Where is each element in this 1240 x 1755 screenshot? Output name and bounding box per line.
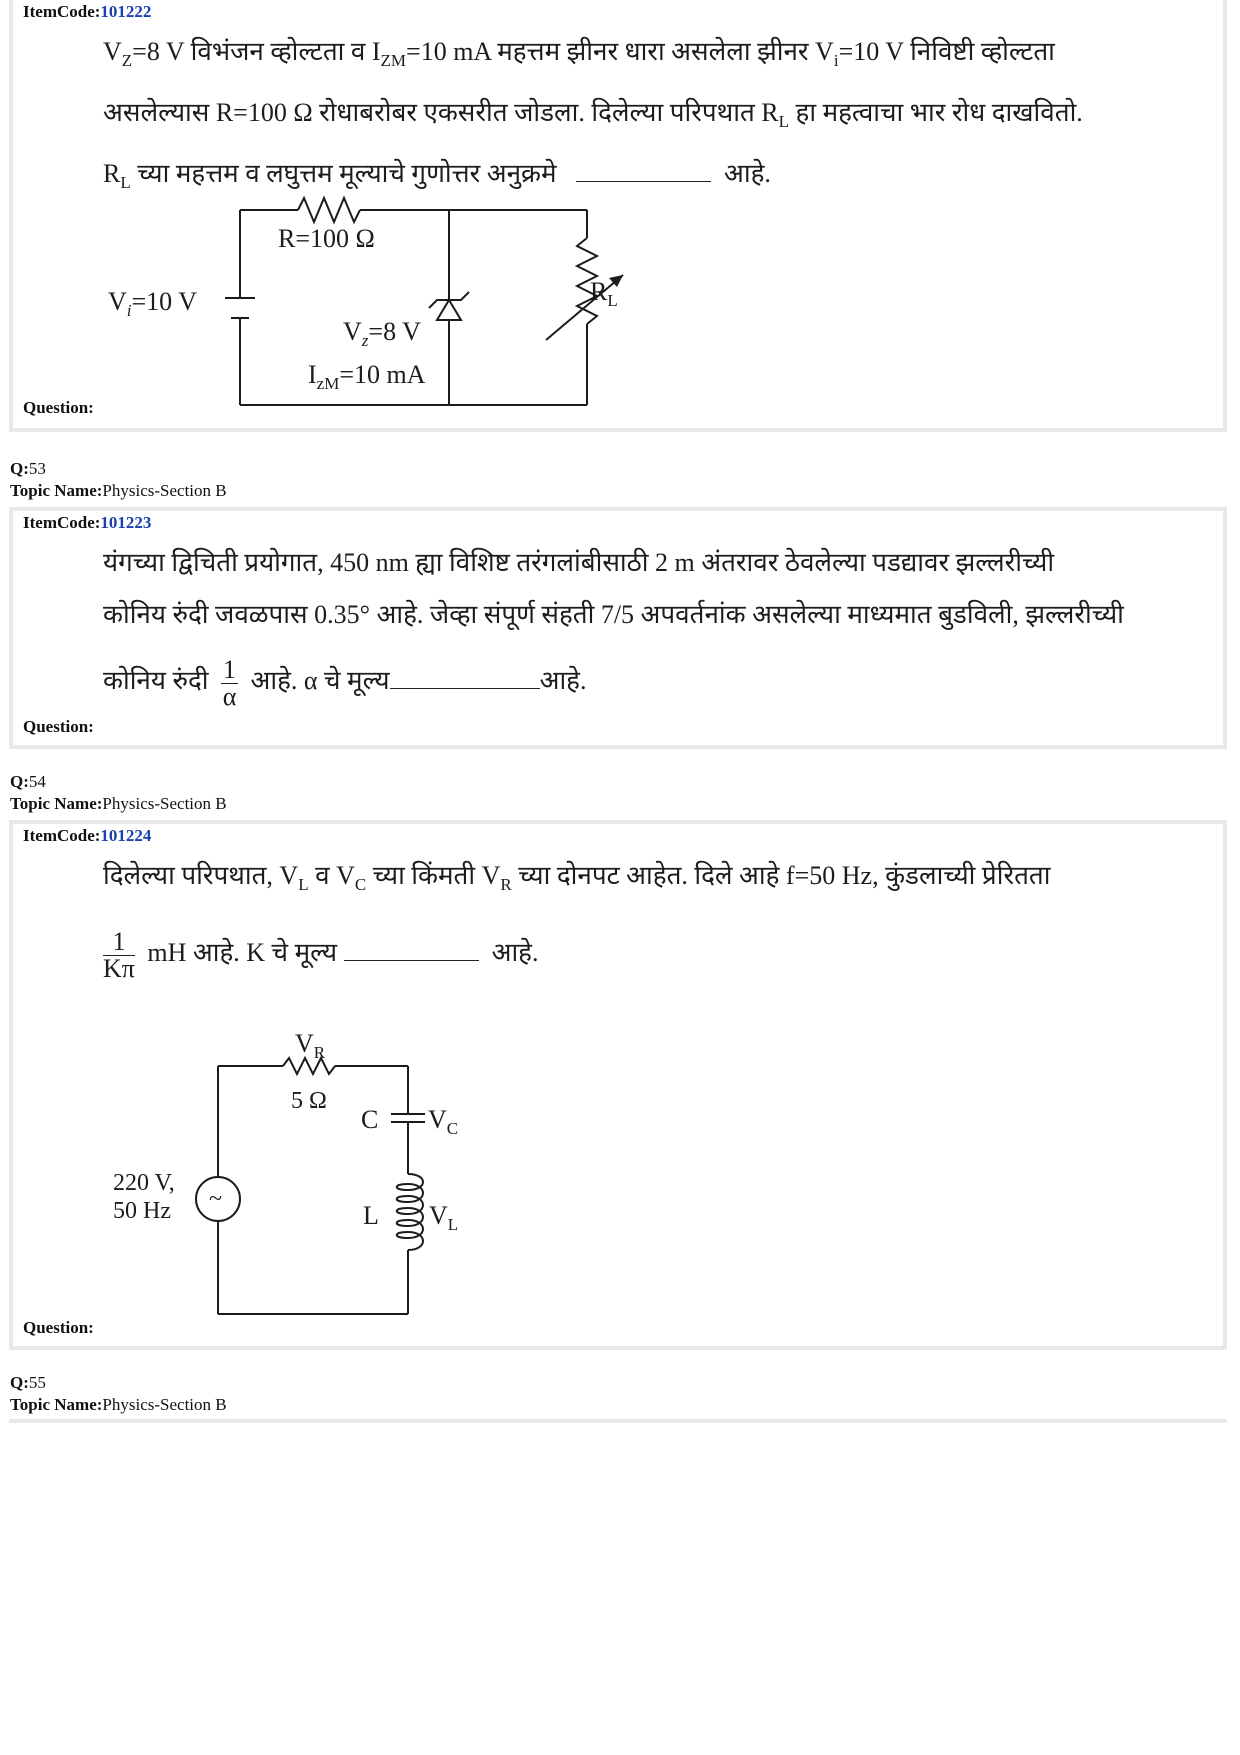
- lcr-circuit-diagram: [103, 1014, 553, 1334]
- resistor-label: R=100 Ω: [278, 224, 375, 253]
- load-resistor-label: $R_L$: [590, 277, 618, 310]
- vc-label: $V_C$: [428, 1105, 459, 1138]
- question-text: [103, 850, 1050, 982]
- input-voltage-label: $V_i=10$ V: [108, 287, 197, 320]
- vl-label: $V_L$: [429, 1201, 459, 1234]
- question-number: Q:55: [10, 1373, 46, 1392]
- zener-voltage-label: $V_z=8$ V: [343, 317, 421, 350]
- question-panel-54: [9, 820, 1227, 1350]
- item-code: ItemCode:101224: [23, 826, 152, 845]
- question-panel-53: [9, 507, 1227, 749]
- fraction: $\frac{1}{\alpha}$: [222, 654, 237, 711]
- topic-name: Topic Name:Physics-Section B: [10, 481, 227, 500]
- zener-circuit-diagram: [103, 190, 803, 420]
- item-code: ItemCode:101223: [23, 513, 152, 532]
- vr-label: $V_R$: [295, 1029, 326, 1062]
- question-line-3: कोनिय रुंदी $\frac{1}{\alpha}$ आहे. α चे मूल्य आहे.: [103, 654, 587, 711]
- answer-blank: [344, 959, 479, 961]
- question-text: [103, 26, 1083, 210]
- question-text: [103, 537, 1124, 710]
- section-divider: [9, 1419, 1227, 1423]
- question-line-1: $V_Z=8$ V विभंजन व्होल्टता व $I_{ZM}=10$ mA महत्तम झीनर धारा असलेला झीनर $V_i=10$ V निविष्टी व्होल्टता: [103, 37, 1055, 71]
- resistor-symbol: [283, 1058, 335, 1074]
- question-meta-54: [10, 771, 227, 815]
- answer-blank: [390, 687, 540, 689]
- question-label: Question:: [23, 1318, 94, 1337]
- question-line-1: यंगच्या द्विचिती प्रयोगात, 450 nm ह्या विशिष्ट तरंगलांबीसाठी 2 m अंतरावर ठेवलेल्या पडद्यावर झल्लरीच्यी: [103, 548, 1055, 577]
- question-line-2: $\frac{1}{K\pi}$ mH आहे. K चे मूल्य आहे.: [103, 926, 539, 983]
- answer-blank: [576, 180, 711, 182]
- inductor-label: L: [363, 1201, 379, 1230]
- inductor-symbol: [397, 1174, 423, 1250]
- resistance-label: 5 Ω: [291, 1088, 327, 1114]
- question-line-1: दिलेल्या परिपथात, $V_L$ व $V_C$ च्या किंमती $V_R$ च्या दोनपट आहेत. दिले आहे f=50 Hz, कुंडलाच्यी प्रेरितता: [103, 861, 1051, 895]
- fraction: $\frac{1}{K\pi}$: [103, 926, 135, 983]
- question-number: Q:53: [10, 459, 46, 478]
- question-number: Q:54: [10, 772, 46, 791]
- topic-name: Topic Name:Physics-Section B: [10, 794, 227, 813]
- ac-symbol: ~: [209, 1186, 222, 1212]
- question-panel-52: [9, 0, 1227, 432]
- question-line-3: $R_L$ च्या महत्तम व लघुत्तम मूल्याचे गुणोत्तर अनुक्रमे आहे.: [103, 159, 771, 193]
- source-voltage-label: 220 V,: [113, 1170, 175, 1196]
- zener-current-label: $I_{zM}=10$ mA: [308, 360, 426, 393]
- item-code: ItemCode:101222: [23, 2, 152, 21]
- question-label: Question:: [23, 717, 94, 736]
- question-label: Question:: [23, 398, 94, 417]
- resistor-symbol: [298, 198, 360, 222]
- capacitor-label: C: [361, 1105, 379, 1134]
- question-meta-53: [10, 458, 227, 502]
- question-line-2: कोनिय रुंदी जवळपास 0.35° आहे. जेव्हा संपूर्ण संहती 7/5 अपवर्तनांक असलेल्या माध्यमात बुडविली, झल्लरीच्यी: [103, 600, 1124, 629]
- topic-name: Topic Name:Physics-Section B: [10, 1395, 227, 1414]
- source-frequency-label: 50 Hz: [113, 1198, 171, 1224]
- question-line-2: असलेल्यास R=100 Ω रोधाबरोबर एकसरीत जोडला. दिलेल्या परिपथात $R_L$ हा महत्वाचा भार रोध दाखवितो.: [103, 98, 1083, 132]
- question-meta-55: [10, 1372, 227, 1416]
- zener-diode-symbol: [437, 300, 461, 320]
